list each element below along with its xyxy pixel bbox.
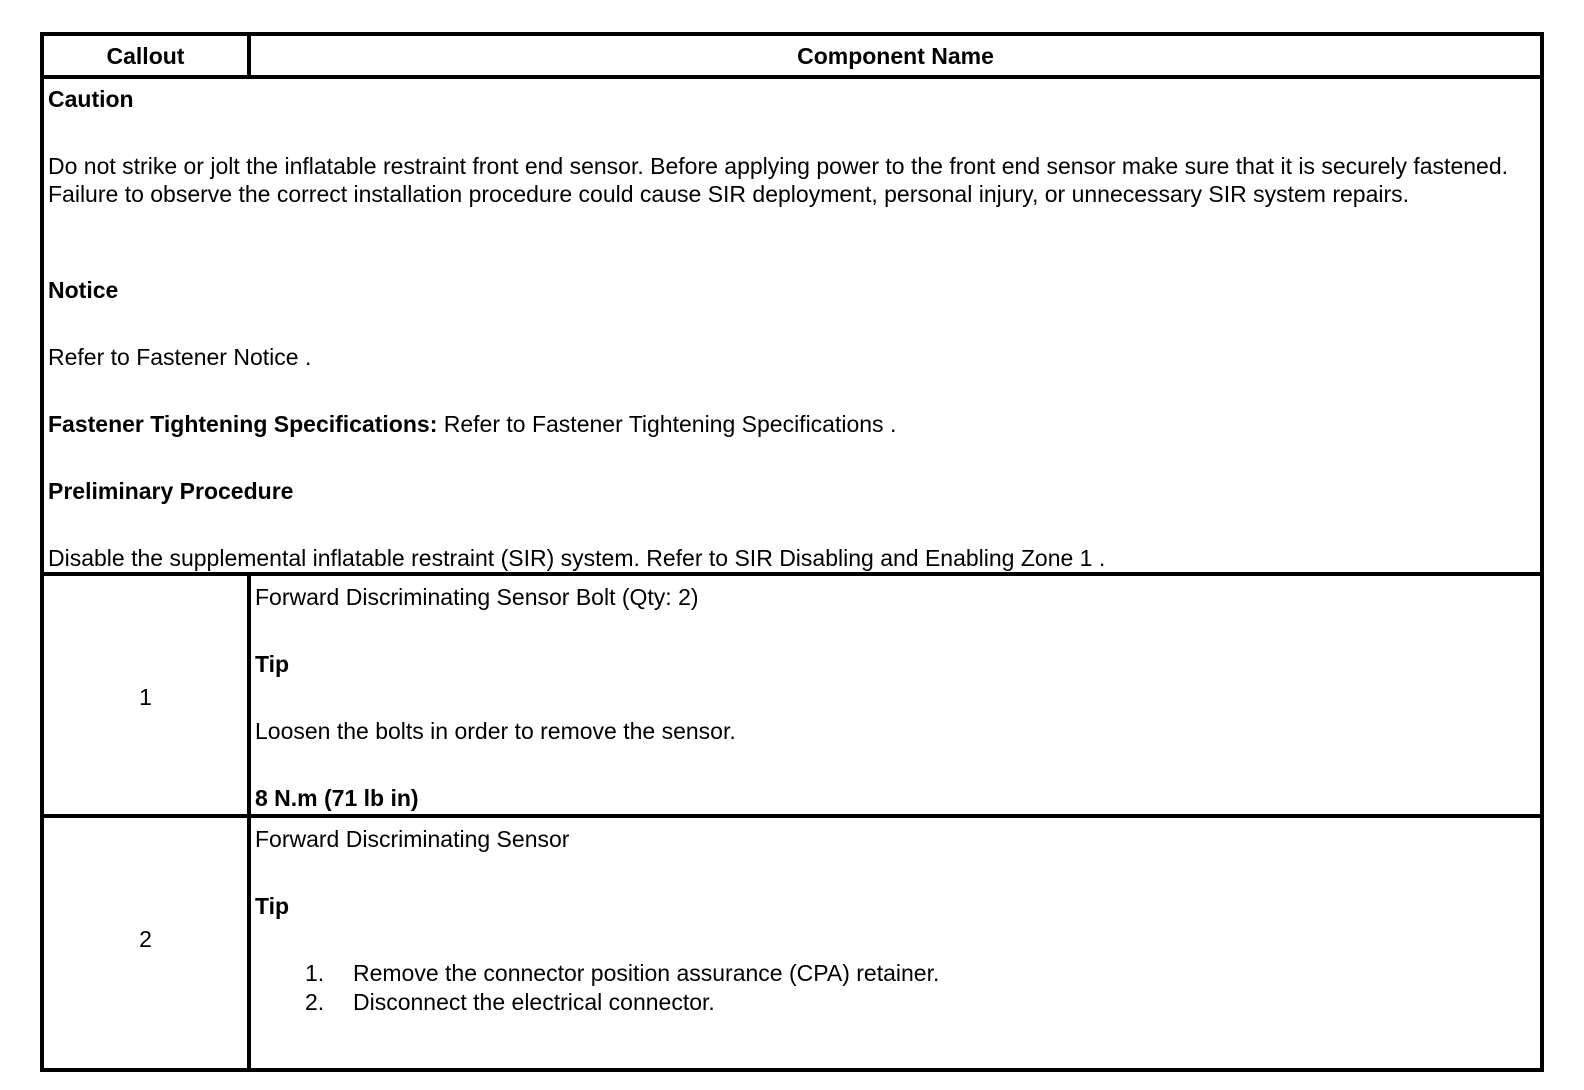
- list-item: [305, 959, 939, 987]
- tip-title: Tip: [255, 651, 290, 677]
- component-cell: [255, 818, 1530, 1068]
- tip-text: Loosen the bolts in order to remove the sensor.: [255, 718, 736, 744]
- caution-text: Do not strike or jolt the inflatable restraint front end sensor. Before applying power to the front end sensor make sure that it is securely fastened. Failure to observe the correct installation procedure could cause SIR deployment, personal injury, or unnecessary SIR system repairs.: [48, 153, 1509, 207]
- torque-spec: 8 N.m (71 lb in): [255, 785, 419, 811]
- step-text: Remove the connector position assurance (CPA) retainer.: [353, 960, 940, 986]
- spec-label: Fastener Tightening Specifications:: [48, 411, 438, 437]
- notes-row: [44, 79, 1540, 572]
- step-number: 1.: [305, 960, 325, 986]
- tightening-spec: [48, 410, 1530, 438]
- callout-number: 1: [139, 684, 152, 710]
- preliminary-text: Disable the supplemental inflatable restraint (SIR) system. Refer to SIR Disabling and Enabling Zone 1 .: [48, 545, 1106, 571]
- spec-text: Refer to Fastener Tightening Specifications .: [437, 411, 897, 437]
- callout-number: 2: [139, 926, 152, 952]
- preliminary-title: Preliminary Procedure: [48, 478, 294, 504]
- column-divider: [247, 576, 251, 814]
- notice-text: Refer to Fastener Notice .: [48, 344, 312, 370]
- component-name: Forward Discriminating Sensor Bolt (Qty: 2): [255, 584, 699, 610]
- procedure-table: [40, 32, 1544, 1072]
- list-item: [305, 988, 715, 1016]
- table-row: [44, 576, 1540, 814]
- table-row: [44, 818, 1540, 1068]
- column-divider: [247, 36, 251, 75]
- caution-title: Caution: [48, 86, 134, 112]
- component-cell: [255, 576, 1530, 814]
- step-number: 2.: [305, 989, 325, 1015]
- notice-title: Notice: [48, 277, 119, 303]
- tip-title: Tip: [255, 893, 290, 919]
- step-text: Disconnect the electrical connector.: [353, 989, 715, 1015]
- column-divider: [247, 818, 251, 1068]
- header-component-name: Component Name: [797, 43, 994, 69]
- header-callout: Callout: [106, 43, 185, 69]
- component-name: Forward Discriminating Sensor: [255, 826, 570, 852]
- table-header-row: [44, 36, 1540, 75]
